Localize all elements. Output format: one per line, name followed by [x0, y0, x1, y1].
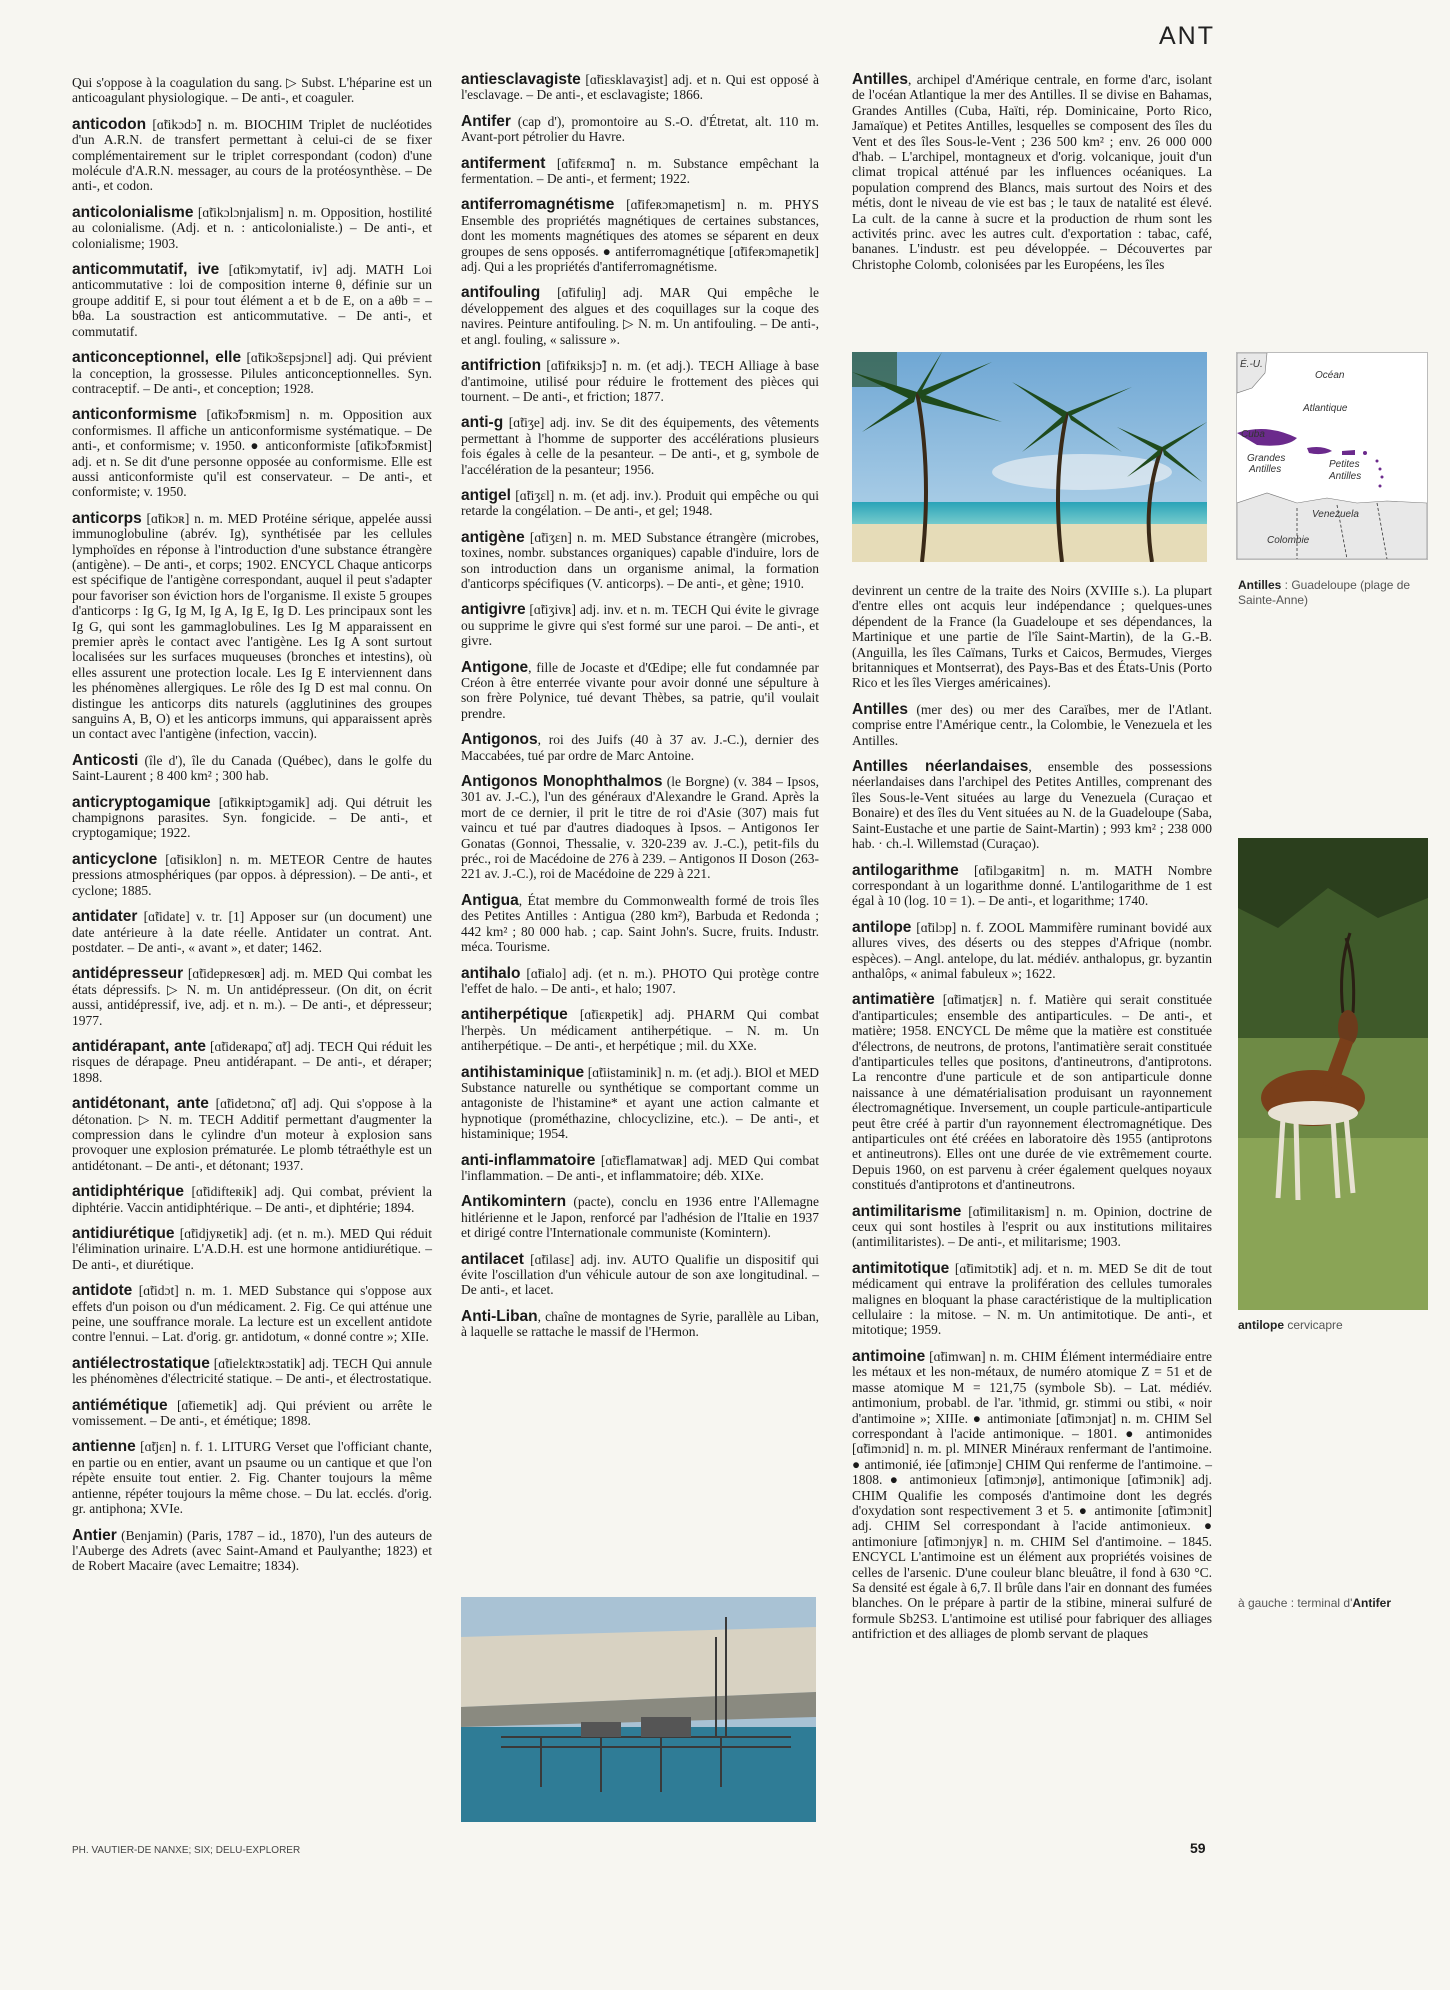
page-number: 59	[1190, 1840, 1206, 1856]
dictionary-entry	[72, 117, 432, 194]
entry-definition: [ɑ̃tikɔmytatif, iv] adj. MATH Loi anticommutative : loi de composition interne θ, définie sur un groupe additif E, si pour tout élément a et b de E, on a aθb = – bθa. La soustraction est anticommutative. – De anti-, et commutatif.	[72, 262, 433, 339]
entry-definition: [ɑ̃tiemetik] adj. Qui prévient ou arrête le vomissement. – De anti-, et émétique; 1898.	[72, 1397, 432, 1429]
map-label-eu: É.-U.	[1240, 359, 1263, 370]
entry-definition: [ɑ̃tideʀapɑ̃, ɑ̃t] adj. TECH Qui réduit les risques de dérapage. Pneu antidérapant. – De anti-, et déraper; 1898.	[72, 1038, 433, 1085]
entry-definition: [ɑ̃tikɔdɔ̃] n. m. BIOCHIM Triplet de nucléotides d'un A.R.N. de transfert permettant à celui-ci de se fixer complémentairement sur le triplet correspondant (codon) d'une molécule d'A.R.N. messager, au cours de la protéosynthèse. – De anti-, et codon.	[72, 116, 432, 194]
entry-definition: [ɑ̃tilasɛ] adj. inv. AUTO Qualifie un dispositif qui évite l'oscillation d'un véhicule autour de son axe longitudinal. – De anti-, et lacet.	[461, 1251, 819, 1298]
dictionary-entry	[72, 1283, 432, 1345]
column-2	[461, 72, 819, 1351]
entry-headword: Antilles	[852, 72, 908, 88]
dictionary-entry	[461, 1065, 819, 1142]
entry-definition: [ɑ̃tifʀiksjɔ̃] n. m. (et adj.). TECH Alliage à base d'antimoine, utilisé pour réduire le frottement des pièces qui tournent. – De anti-, et friction; 1877.	[461, 358, 819, 404]
entry-definition: [ɑ̃tikɔʀ] n. m. MED Protéine sérique, appelée aussi immunoglobuline (abrév. Ig), synthétisée par les cellules lymphoïdes en réponse à l'introduction d'une substance étrangère (antigène). – De anti-, et corps; 1902. ENCYCL Chaque anticorps est spécifique de l'antigène correspondant, auquel il peut s'adapter pour favoriser son éviction hors de l'organisme. Il existe 5 groupes d'anticorps : Ig G, Ig M, Ig A, Ig E, Ig D. Les principaux sont les Ig G, qui sont les gammaglobulines. Les Ig M apparaissent en premier après le contact avec l'antigène. Les Ig A sont surtout localisées sur les surfaces muqueuses (bronches et intestins), où elles assurent une protection locale. Les Ig E interviennent dans les phénomènes allergiques. Le rôle des Ig D est mal connu. On distingue les anticorps dits naturels (agglutinines des groupes sanguins A, B, O) et les anticorps immuns, qui apparaissent après un contact avec l'antigène (infection, vaccin).	[72, 510, 432, 742]
dictionary-entry	[72, 909, 432, 955]
entry-definition: [ɑ̃timatjɛʀ] n. f. Matière qui serait constituée d'antiparticules; ensemble des antiparticules. – De anti-, et matière; 1958. ENCYCL De même que la matière est constituée d'électrons, de neutrons, de protons, l'antimatière serait constituée d'antiparticules telles que positons, d'antineutrons, d'antiprotons. La rencontre d'une particule et de son antiparticule donne naissance à une dématérialisation produisant un rayonnement électromagnétique. Inversement, un couple particule-antiparticule peut être créé à partir d'un rayonnement électromagnétique. Des antiparticules ont été créées en laboratoire dès 1955 (antiprotons et antineutrons). Elles ont une durée de vie extrêmement courte. Depuis 1960, on est parvenu à créer également quelques noyaux constitués d'antiprotons et d'antineutrons.	[852, 992, 1212, 1193]
entry-headword: anticryptogamique	[72, 793, 211, 811]
dictionary-entry	[461, 415, 819, 477]
entry-headword: Antier	[72, 1526, 117, 1544]
caption-antilles	[1238, 578, 1428, 608]
dictionary-entry	[852, 759, 1212, 851]
dictionary-entry	[72, 966, 432, 1028]
entry-definition: [ɑ̃tiʒɛn] n. m. MED Substance étrangère (microbes, toxines, nombr. substances organiques) capable d'induire, lors de son introduction dans un organisme animal, la formation d'anticorps spécifiques (V. anticorps). – De anti-, et gène; 1910.	[461, 529, 819, 591]
entry-definition: [ɑ̃tiistaminik] n. m. (et adj.). BIOl et MED Substance naturelle ou synthétique se comportant comme un antagoniste de l'histamine* et ayant une action calmante et hypnotique (prométhazine, chlocyclizine, etc.). – De anti-, et histaminique; 1954.	[461, 1064, 819, 1142]
entry-headword: antidétonant, ante	[72, 1095, 209, 1113]
entry-headword: Antilles	[852, 700, 908, 718]
entry-headword: anticonformisme	[72, 406, 197, 424]
entry-definition: (île d'), île du Canada (Québec), dans le golfe du Saint-Laurent ; 8 400 km² ; 300 hab.	[72, 752, 432, 784]
dictionary-entry	[461, 197, 819, 274]
dictionary-entry	[461, 660, 819, 722]
dictionary-entry	[72, 1039, 432, 1085]
dictionary-entry	[461, 285, 819, 347]
entry-definition: [ɑ̃tikʀiptɔgamik] adj. Qui détruit les champignons parasites. Syn. fongicide. – De anti-, et cryptogamique; 1922.	[72, 794, 432, 841]
entry-headword: antiherpétique	[461, 1006, 568, 1024]
dictionary-entry	[72, 1184, 432, 1215]
entry-definition: (pacte), conclu en 1936 entre l'Allemagne hitlérienne et le Japon, renforcé par l'adhésion de l'Italie en 1937 et dirigé contre l'Internationale communiste (Komintern).	[461, 1194, 819, 1241]
entry-headword: antihistaminique	[461, 1063, 585, 1081]
dictionary-entry	[461, 966, 819, 997]
dictionary-entry	[72, 795, 432, 841]
entry-headword: Antikomintern	[461, 1193, 567, 1211]
entry-headword: Antilles néerlandaises	[852, 758, 1029, 776]
dictionary-entry	[461, 72, 819, 103]
entry-headword: anti-inflammatoire	[461, 1151, 596, 1169]
entry-definition: [ɑ̃tilɔgaʀitm] n. m. MATH Nombre correspondant à un logarithme donné. L'antilogarithme de 1 est égal à 10 (log. 10 = 1). – De anti-, et logarithme; 1740.	[852, 862, 1212, 909]
antilles-map	[1236, 352, 1428, 560]
dictionary-entry	[461, 602, 819, 648]
map-label-colombie: Colombie	[1267, 535, 1310, 546]
entry-definition: , ensemble des possessions néerlandaises dans l'archipel des Petites Antilles, comprenant des îles Sous-le-Vent situées au large du Venezuela (Curaçao et Bonaire) et des îles du Vent situées au N. de la Guadeloupe (Saba, Saint-Eustache et une partie de Saint-Martin) ; 993 km² ; 238 000 hab. · ch.-l. Willemstad (Curaçao).	[852, 759, 1212, 852]
entry-definition: , archipel d'Amérique centrale, en forme d'arc, isolant de l'océan Atlantique la mer des Antilles. Il se divise en Bahamas, Grandes Antilles (Cuba, Haïti, rép. Dominicaine, Porto Rico, Jamaïque) et Petites Antilles, lesquelles se composent des îles du Vent et des îles Sous-le-Vent ; 236 500 km² ; env. 26 000 000 d'hab. – L'archipel, montagneux et d'orig. volcanique, jouit d'un climat tropical atténué par les influences océaniques. La population comprend des Blancs, mais surtout des Noirs et des métis, dont le niveau de vie est bas ; le taux de natalité est élevé. La cult. de la canne à sucre et la production de rhum sont les activités princ. avec les autres cult. d'exportation : tabac, café, bananes. L'industr. est peu développée. – Découvertes par Christophe Colomb, colonisées par les Européens, les îles	[852, 72, 1212, 272]
entry-definition: [ɑ̃tidate] v. tr. [1] Apposer sur (un document) une date antérieure à la date réelle. Antidater un contrat. Ant. postdater. – De anti-, « avant », et dater; 1462.	[72, 909, 432, 955]
dictionary-entry	[72, 75, 432, 106]
entry-headword: Anticosti	[72, 751, 139, 769]
caption-antilles-rest: : Guadeloupe (plage de Sainte-Anne)	[1238, 578, 1411, 607]
entry-headword: antimitotique	[852, 1259, 950, 1277]
entry-definition: [ɑ̃tikɔlɔnjalism] n. m. Opposition, hostilité au colonialisme. (Adj. et n. : anticolonialiste.) – De anti-, et colonialisme; 1903.	[72, 204, 432, 251]
entry-definition: [ɑ̃tikɔ̃sɛpsjɔnɛl] adj. Qui prévient la conception, la grossesse. Pilules anticonceptionnelles. Syn. contraceptif. – De anti-, et conception; 1928.	[72, 350, 432, 396]
entry-headword: antihalo	[461, 964, 521, 982]
dictionary-entry	[461, 1007, 819, 1053]
dictionary-entry	[461, 1153, 819, 1184]
dictionary-entry	[852, 702, 1212, 748]
entry-definition: [ɑ̃tikɔ̃fɔʀmism] n. m. Opposition aux conformismes. Il affiche un anticonformisme systématique. – De anti-, et conformisme; v. 1950. ● anticonformiste [ɑ̃tikɔ̃fɔʀmist] adj. et n. Se dit d'une personne opposée au conformisme. Elle est aussi anticonformiste qu'il est conservateur. – De anti-, et conformiste; v. 1950.	[72, 407, 432, 500]
dictionary-entry	[852, 72, 1212, 272]
entry-headword: antimilitarisme	[852, 1202, 962, 1220]
entry-definition: [ɑ̃tidetɔnɑ̃, ɑ̃t] adj. Qui s'oppose à la détonation. ▷ N. m. TECH Additif permettant d'augmenter la compression dans le cylindre d'un moteur à explosion sans provoquer une explosion prématurée. Le plomb tétraéthyle est un antidétonant. – De anti-, et détonant; 1937.	[72, 1096, 432, 1173]
caption-antilope	[1238, 1318, 1428, 1333]
entry-definition: , roi des Juifs (40 à 37 av. J.-C.), dernier des Maccabées, tué par ordre de Marc Antoine.	[461, 732, 819, 763]
photo-credits: PH. VAUTIER-DE NANXE; SIX; DELU-EXPLORER	[72, 1845, 301, 1856]
map-label-petites: Petites	[1329, 459, 1360, 470]
entry-headword: anticolonialisme	[72, 203, 194, 221]
entry-definition: (Benjamin) (Paris, 1787 – id., 1870), l'un des auteurs de l'Auberge des Adrets (avec Saint-Amand et Paulyanthe; 1823) et de Robert Macaire (avec Lemaitre; 1834).	[72, 1527, 432, 1574]
entry-definition: (mer des) ou mer des Caraïbes, mer de l'Atlant. comprise entre l'Amérique centr., la Colombie, le Venezuela et les Antilles.	[852, 701, 1212, 748]
entry-headword: antilope	[852, 918, 912, 936]
column-3-bottom	[852, 583, 1212, 1653]
entry-definition: [ɑ̃tifuliŋ] adj. MAR Qui empêche le développement des algues et des coquillages sur la coque des navires. Peinture antifouling. ▷ N. m. Un antifouling. – De anti-, et angl. fouling, « salissure ».	[461, 285, 819, 347]
dictionary-entry	[72, 852, 432, 898]
dictionary-entry	[72, 1528, 432, 1574]
dictionary-entry	[72, 1226, 432, 1272]
entry-definition: [ɑ̃tidifteʀik] adj. Qui combat, prévient la diphtérie. Vaccin antidiphtérique. – De anti-, et diphtérie; 1894.	[72, 1184, 432, 1215]
entry-definition: [ɑ̃tidɔt] n. m. 1. MED Substance qui s'oppose aux effets d'un poison ou d'un médicament. 2. Fig. Ce qui atténue une peine, une souffrance morale. La lecture est un excellent antidote contre l'ennui. – Lat. d'orig. gr. antidotum, « donné contre »; XIIe.	[72, 1283, 432, 1345]
entry-definition: [ɑ̃tiɛsklavaʒist] adj. et n. Qui est opposé à l'esclavage. – De anti-, et esclavagiste; 1866.	[461, 72, 819, 103]
entry-definition: [ɑ̃timilitaʀism] n. m. Opinion, doctrine de ceux qui sont hostiles à l'esprit ou aux institutions militaires (antimilitaristes). – De anti-, et militarisme; 1903.	[852, 1203, 1212, 1250]
dictionary-entry	[72, 1398, 432, 1429]
entry-headword: antidote	[72, 1282, 133, 1300]
entry-definition: [ɑ̃tielɛktʀɔstatik] adj. TECH Qui annule les phénomènes d'électricité statique. – De anti-, et électrostatique.	[72, 1355, 432, 1387]
dictionary-entry	[461, 114, 819, 145]
dictionary-entry	[461, 774, 819, 882]
entry-headword: antigène	[461, 528, 525, 546]
dictionary-entry	[72, 1439, 432, 1516]
entry-headword: Antifer	[461, 112, 511, 130]
antifer-terminal-photo	[461, 1597, 816, 1822]
dictionary-entry	[72, 407, 432, 499]
column-3-top	[852, 72, 1212, 352]
entry-definition: devinrent un centre de la traite des Noirs (XVIIIe s.). La plupart d'entre elles ont acquis leur indépendance ; quelques-unes dépendent de la France (la Guadeloupe et ses dépendances, la Martinique et une partie de l'île Saint-Martin), de la G.-B. (Anguilla, les îles Caïmans, Turks et Caicos, Bermudes, Vierges britanniques et Montserrat), des Pays-Bas et des États-Unis (Porto Rico et les îles Vierges américaines).	[852, 583, 1212, 691]
dictionary-entry	[461, 1309, 819, 1340]
dictionary-entry	[72, 350, 432, 396]
entry-headword: Antigone	[461, 658, 529, 676]
entry-headword: antimoine	[852, 1347, 926, 1365]
map-label-venezuela: Venezuela	[1312, 509, 1359, 520]
entry-headword: antiferromagnétisme	[461, 196, 615, 214]
caption-antifer-pre: à gauche : terminal d'	[1238, 1596, 1353, 1610]
map-label-cuba: Cuba	[1241, 429, 1265, 440]
column-1	[72, 75, 432, 1585]
entry-definition: [ɑ̃tifɛʀmɑ̃] n. m. Substance empêchant la fermentation. – De anti-, et ferment; 1922.	[461, 155, 819, 187]
entry-headword: antigel	[461, 486, 511, 504]
caption-antifer	[1238, 1596, 1428, 1611]
dictionary-entry	[461, 1252, 819, 1298]
entry-definition: [ɑ̃tidjyʀetik] adj. (et n. m.). MED Qui réduit l'élimination urinaire. L'A.D.H. est une hormone antidiurétique. – De anti-, et diurétique.	[72, 1226, 432, 1272]
entry-headword: antiémétique	[72, 1396, 168, 1414]
entry-definition: , chaîne de montagnes de Syrie, parallèle au Liban, à laquelle se rattache le massif de l'Hermon.	[461, 1308, 819, 1340]
map-label-atlantique: Atlantique	[1303, 403, 1348, 414]
dictionary-entry	[852, 1261, 1212, 1338]
dictionary-entry	[852, 920, 1212, 982]
entry-headword: antiesclavagiste	[461, 71, 581, 88]
entry-definition: , fille de Jocaste et d'Œdipe; elle fut condamnée par Créon à être enterrée vivante pour avoir donné une sépulture à son frère Polynice, tué devant Thèbes, sa patrie, qu'il voulait prendre.	[461, 659, 819, 721]
entry-headword: antifouling	[461, 284, 541, 302]
entry-definition: Qui s'oppose à la coagulation du sang. ▷ Subst. L'héparine est un anticoagulant physiologique. – De anti-, et coaguler.	[72, 75, 432, 106]
entry-headword: antiferment	[461, 154, 546, 172]
entry-definition: [ɑ̃tiʒe] adj. inv. Se dit des équipements, des vêtements permettant à l'homme de supporter des accélérations plusieurs fois égales à celle de la pesanteur. – De anti-, et g, symbole de l'accélération de la pesanteur; 1956.	[461, 415, 819, 477]
entry-headword: Antigonos	[461, 731, 538, 749]
entry-definition: , État membre du Commonwealth formé de trois îles des Petites Antilles : Antigua (280 km²), Barbuda et Redonda ; 442 km² ; 80 000 hab. ; cap. Saint John's. Sucre, fruits. Industr. méca. Tourisme.	[461, 892, 819, 955]
dictionary-entry	[461, 358, 819, 404]
entry-headword: antidiphtérique	[72, 1183, 184, 1201]
dictionary-entry	[72, 1096, 432, 1173]
entry-headword: Anti-Liban	[461, 1307, 538, 1325]
dictionary-entry	[72, 511, 432, 742]
entry-definition: [ɑ̃tiʒivʀ] adj. inv. et n. m. TECH Qui évite le givrage ou supprime le givre qui s'est formé sur une paroi. – De anti-, et givre.	[461, 602, 819, 649]
entry-headword: anticonceptionnel, elle	[72, 349, 242, 367]
dictionary-entry	[461, 732, 819, 763]
entry-definition: (le Borgne) (v. 384 – Ipsos, 301 av. J.-C.), l'un des généraux d'Alexandre le Grand. Après la mort de ce dernier, il prit le titre de roi d'Asie (307) mais fut vaincu et tué par d'autres diadoques à Ipsos. – Antigonos Ier Gonatas (Gonnoi, Thessalie, v. 320-239 av. J.-C.), petit-fils du préc., roi de Macédoine de 276 à 239. – Antigonos II Doson (263-221 av. J.-C.), roi de Macédoine de 229 à 221.	[461, 774, 820, 882]
dictionary-entry	[461, 1194, 819, 1240]
entry-headword: antidiurétique	[72, 1225, 175, 1242]
entry-headword: anticyclone	[72, 850, 158, 868]
entry-definition: [ɑ̃tisiklon] n. m. METEOR Centre de hautes pressions atmosphériques (par oppos. à dépression). – De anti-, et cyclone; 1885.	[72, 851, 432, 898]
entry-headword: anticodon	[72, 115, 147, 133]
dictionary-entry	[461, 893, 819, 955]
entry-definition: [ɑ̃tjɛn] n. f. 1. LITURG Verset que l'officiant chante, en partie ou en entier, avant un psaume ou un cantique et que l'on répète ensuite tout entier. 2. Fig. Chanter toujours la même antienne, répéter toujours la même chose. – Du lat. ecclés. d'orig. gr. antiphona; XVIe.	[72, 1439, 432, 1517]
entry-definition: [ɑ̃tidepʀesœʀ] adj. m. MED Qui combat les états dépressifs. ▷ N. m. Un antidépresseur. (On dit, on écrit aussi, antidépressif, ive, adj. et n. m.). – De anti-, et dépresseur; 1977.	[72, 966, 432, 1028]
dictionary-entry	[72, 262, 432, 339]
entry-headword: antiélectrostatique	[72, 1354, 210, 1372]
dictionary-entry	[461, 530, 819, 592]
entry-headword: antilacet	[461, 1250, 524, 1268]
dictionary-entry	[461, 156, 819, 187]
entry-headword: anticorps	[72, 509, 142, 527]
map-label-antilles-g: Antilles	[1249, 464, 1282, 475]
entry-definition: [ɑ̃tifeʀɔmaɲetism] n. m. PHYS Ensemble des propriétés magnétiques de certaines substances, dont les moments magnétiques des atomes se séparent en deux groupes de sens opposés. ● antiferromagnétique [ɑ̃tifeʀɔmaɲetik] adj. Qui a les propriétés d'antiferromagnétisme.	[461, 197, 819, 275]
map-label-grandes: Grandes	[1247, 453, 1286, 464]
caption-antifer-bold: Antifer	[1352, 1596, 1392, 1610]
entry-headword: antienne	[72, 1438, 136, 1456]
dictionary-entry	[852, 992, 1212, 1192]
dictionary-entry	[852, 1349, 1212, 1642]
dictionary-entry	[72, 205, 432, 251]
entry-headword: antimatière	[852, 991, 935, 1009]
antilope-photo	[1238, 838, 1428, 1310]
entry-definition: [ɑ̃tialo] adj. (et n. m.). PHOTO Qui protège contre l'effet de halo. – De anti-, et halo; 1907.	[461, 965, 819, 996]
running-head: ANT	[1159, 22, 1215, 50]
entry-headword: antidater	[72, 908, 138, 926]
entry-definition: [ɑ̃tilɔp] n. f. ZOOL Mammifère ruminant bovidé aux allures vives, des déserts ou des steppes d'Afrique (nombr. espèces). – Angl. antelope, du lat. médiév. anthalopus, gr. byzantin anthalôps, « animal fabuleux »; 1622.	[852, 919, 1212, 981]
caption-antilope-rest: cervicapre	[1284, 1318, 1343, 1332]
dictionary-entry	[72, 1356, 432, 1387]
entry-headword: anticommutatif, ive	[72, 261, 220, 279]
entry-definition: [ɑ̃tiɛ̃flamatwaʀ] adj. MED Qui combat l'inflammation. – De anti-, et inflammatoire; déb. XIXe.	[461, 1152, 819, 1183]
dictionary-entry	[852, 863, 1212, 909]
entry-headword: antilogarithme	[852, 861, 959, 879]
entry-headword: antidépresseur	[72, 965, 184, 983]
map-label-ocean: Océan	[1315, 370, 1345, 381]
antilles-beach-photo	[852, 352, 1207, 562]
entry-definition: [ɑ̃tiʒɛl] n. m. (et adj. inv.). Produit qui empêche ou qui retarde la congélation. – De anti-, et gel; 1948.	[461, 487, 819, 519]
map-label-antilles-p: Antilles	[1329, 471, 1362, 482]
dictionary-entry	[461, 488, 819, 519]
dictionary-entry	[852, 583, 1212, 691]
caption-antilles-bold: Antilles	[1238, 578, 1282, 592]
entry-headword: Antigonos Monophthalmos	[461, 773, 663, 791]
entry-definition: [ɑ̃timwan] n. m. CHIM Élément intermédiaire entre les métaux et les non-métaux, de numéro atomique Z = 51 et de masse atomique M = 121,75 (symbole Sb). – Lat. médiév. antimonium, probabl. de l'ar. 'ithmid, gr. stimmi ou stibi, « noir d'antimoine »; XIIIe. ● antimoniate [ɑ̃timɔnjat] n. m. CHIM Sel correspondant à l'acide antimonique. – 1801. ● antimonides [ɑ̃timɔnid] n. m. pl. MINER Minéraux renfermant de l'antimoine. ● antimonié, iée [ɑ̃timɔnje] CHIM Qui renferme de l'antimoine. – 1808. ● antimonieux [ɑ̃timɔnjø], antimonique [ɑ̃timɔnik] adj. CHIM Qualifie les composés d'antimoine dont les degrés d'oxydation sont respectivement 3 et 5. ● antimonite [ɑ̃timɔnit] adj. CHIM Sel correspondant à l'acide antimonieux. ● antimoniure [ɑ̃timɔnjyʀ] n. m. CHIM Sel d'antimoine. – 1845. ENCYCL L'antimoine est un élément aux propriétés voisines de celles de l'arsenic. D'une couleur blanc bleuâtre, il fond à 630 °C. Sa densité est égale à 6,7. Il brûle dans l'air en donnant des fumées blanches. On le prépare à partir de la stibine, minerai sulfuré de formule Sb2S3. L'antimoine est utilisé pour fabriquer des alliages antifriction et des alliages de plomb servant de plaques	[852, 1348, 1212, 1642]
entry-headword: antifriction	[461, 357, 542, 375]
dictionary-entry	[72, 753, 432, 784]
dictionary-entry	[852, 1204, 1212, 1250]
entry-definition: [ɑ̃tiɛʀpetik] adj. PHARM Qui combat l'herpès. Un médicament antiherpétique. – N. m. Un antiherpétique. – De anti-, et herpétique ; mil. du XXe.	[461, 1007, 819, 1054]
entry-headword: Antigua	[461, 891, 519, 909]
entry-headword: antigivre	[461, 601, 526, 619]
entry-headword: anti-g	[461, 414, 504, 432]
entry-definition: [ɑ̃timitɔtik] adj. et n. m. MED Se dit de tout médicament qui entrave la prolifération des cellules tumorales malignes en bloquant la phase caractéristique de la multiplication cellulaire : la mitose. – N. m. Un antimitotique. De anti-, et mitotique; 1959.	[852, 1260, 1212, 1338]
entry-headword: antidérapant, ante	[72, 1037, 207, 1055]
entry-definition: (cap d'), promontoire au S.-O. d'Étretat, alt. 110 m. Avant-port pétrolier du Havre.	[461, 113, 819, 145]
caption-antilope-bold: antilope	[1238, 1318, 1285, 1332]
